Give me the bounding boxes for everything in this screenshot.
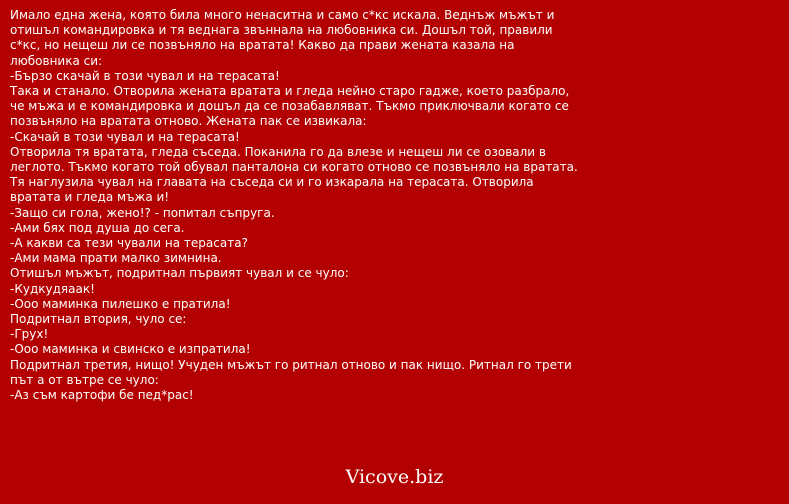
paragraph: -Аз съм картофи бе пед*рас! bbox=[10, 388, 194, 403]
paragraph: Подритнал третия, нищо! Учуден мъжът го ритнал отново и пак нищо. Ритнал го трети път а от вътре се чуло: bbox=[10, 357, 572, 387]
site-watermark: Vicove.biz bbox=[345, 466, 444, 488]
paragraph: Подритнал втория, чуло се: bbox=[10, 312, 187, 327]
joke-text bbox=[10, 8, 580, 403]
paragraph: -А какви са тези чували на терасата? bbox=[10, 236, 248, 251]
paragraph: -Скачай в този чувал и на терасата! bbox=[10, 129, 240, 144]
paragraph: -Ооо маминка и свинско е изпратила! bbox=[10, 342, 251, 357]
paragraph: -Грух! bbox=[10, 327, 49, 342]
paragraph: Така и станало. Отворила жената вратата и гледа нейно старо гадже, което разбрало, че мъжа и е командировка и дошъл да се позабавляват. Тъкмо приключвали когато се позвъняло на вратата отново. Жената пак се извикала: bbox=[10, 84, 570, 129]
paragraph: -Кудкудяаак! bbox=[10, 281, 95, 296]
paragraph: -Ами бях под душа до сега. bbox=[10, 220, 185, 235]
paragraph: -Защо си гола, жено!? - попитал съпруга. bbox=[10, 205, 275, 220]
paragraph: Отишъл мъжът, подритнал първият чувал и се чуло: bbox=[10, 266, 349, 281]
paragraph: -Ами мама прати малко зимнина. bbox=[10, 251, 222, 266]
paragraph: -Бързо скачай в този чувал и на терасата! bbox=[10, 68, 280, 83]
paragraph: -Ооо маминка пилешко е пратила! bbox=[10, 296, 231, 311]
paragraph: Отворила тя вратата, гледа съседа. Поканила го да влезе и нещеш ли се озовали в леглото. Тъкмо когато той обувал панталона си когато отново се позвъняло на вратата. Тя наглузила чувал на главата на съседа си и го изкарала на терасата. Отворила вратата и гледа мъжа и! bbox=[10, 144, 578, 205]
paragraph: Имало една жена, която била много ненаситна и само с*кс искала. Веднъж мъжът и отишъл командировка и тя веднага звъннала на любовника си. Дошъл той, правили с*кс, но нещеш ли се позвъняло на вратата! Какво да прави жената казала на любовника си: bbox=[10, 8, 555, 68]
